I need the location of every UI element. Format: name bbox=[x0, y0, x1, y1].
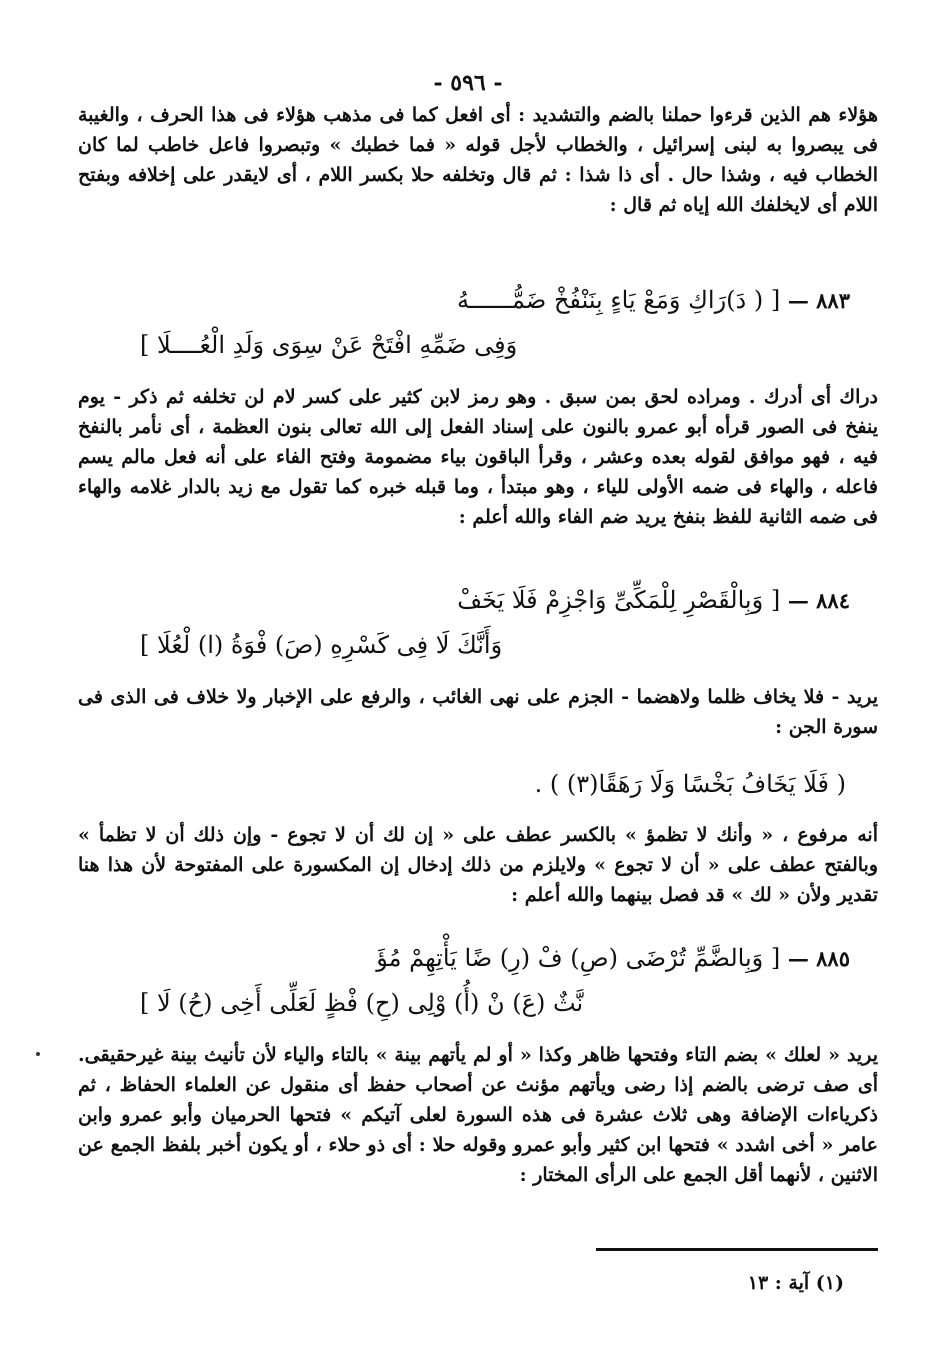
verse-885-hemistich-1: [ وَبِالضَّمِّ تُرْضَى (صِ) فْ (رِ) ضًا يَأْتِهِمْ مُؤَ bbox=[376, 944, 781, 972]
footnote-divider bbox=[596, 1248, 878, 1251]
quran-quote: ( فَلَا يَخَافُ بَخْسًا وَلَا رَهَقًا(٣) ) . bbox=[534, 770, 846, 798]
scan-speck bbox=[36, 1052, 40, 1056]
verse-884-line-1 bbox=[110, 578, 850, 623]
commentary-paragraph-1: هؤلاء هم الذين قرءوا حملنا بالضم والتشديد : أى افعل كما فى مذهب هؤلاء فى هذا الحرف ، والغيبة فى يبصروا به لبنى إسرائيل ، والخطاب لأجل قوله « فما خطبك » وتبصروا فاعل خاطب لما كان الخطاب فيه ، وشذا حال . أى ذا شذا : ثم قال وتخلفه حلا بكسر اللام ، أى لايقدر على إخلافه وبفتح اللام أى لايخلفك الله إياه ثم قال : bbox=[78, 104, 878, 216]
commentary-paragraph-3: يريد - فلا يخاف ظلما ولاهضما - الجزم على نهى الغائب ، والرفع على الإخبار ولا خلاف فى الذى فى سورة الجن : bbox=[78, 686, 878, 738]
verse-883 bbox=[110, 278, 850, 367]
verse-883-line-1 bbox=[110, 278, 850, 323]
page-number: - ٥٩٦ - bbox=[433, 70, 503, 96]
verse-884 bbox=[110, 578, 850, 667]
verse-883-number: ٨٨٣ — bbox=[787, 288, 850, 313]
verse-883-hemistich-2: وَفِى ضَمِّهِ افْتَحْ عَنْ سِوَى وَلَدِ الْعُــــلَا ] bbox=[140, 331, 518, 359]
verse-884-hemistich-1: [ وَبِالْقَصْرِ لِلْمَكِّىِّ وَاجْزِمْ فَلَا يَخَفْ bbox=[457, 586, 781, 614]
verse-885-number: ٨٨٥ — bbox=[787, 946, 850, 971]
commentary-paragraph-4: أنه مرفوع ، « وأنك لا تظمؤ » بالكسر عطف على « إن لك أن لا تجوع - وإن ذلك أن لا تظمأ » وبالفتح عطف على « أن لا تجوع » ولايلزم من ذلك إدخال إن المكسورة على المفتوحة لأن هذا هنا تقدير ولأن « لك » قد فصل بينهما والله أعلم : bbox=[78, 824, 878, 906]
verse-884-number: ٨٨٤ — bbox=[787, 588, 850, 613]
commentary-paragraph-2: دراك أى أدرك . ومراده لحق بمن سبق . وهو رمز لابن كثير على كسر لام لن تخلفه ثم ذكر - يوم ينفخ فى الصور قرأه أبو عمرو بالنون على إسناد الفعل إلى الله تعالى بنون العظمة ، أى نأمر بالنفخ فيه ، فهو موافق لقوله بعده وعشر ، وقرأ الباقون بياء مضمومة وفتح الفاء على أنه فعل مالم يسم فاعله ، والهاء فى ضمه الأولى للياء ، وهو مبتدأ ، وما قبله خبره كما تقول مع زيد بالدار غلامه والهاء فى ضمه الثانية للفظ بنفخ يريد ضم الفاء والله أعلم : bbox=[78, 386, 878, 528]
verse-883-hemistich-1: [ ( دَ)رَاكِ وَمَعْ يَاءٍ بِنَنْفُخْ ضَمُّــــــهُ bbox=[457, 286, 781, 314]
commentary-paragraph-5: يريد « لعلك » بضم التاء وفتحها ظاهر وكذا « أو لم يأتهم بينة » بالتاء والياء لأن تأنيث بينة غيرحقيقى. أى صف ترضى بالضم إذا رضى ويأتهم مؤنث عن أصحاب حفظ أى منقول عن العلماء الحفاظ ، ثم ذكرياءات الإضافة وهى ثلاث عشرة فى هذه السورة لعلى آتيكم » فتحها الحرميان وأبو عمرو وابن عامر « أخى اشدد » فتحها ابن كثير وأبو عمرو وقوله حلا : أى ذو حلاء ، أو يكون أخبر بلفظ الجمع عن الاثنين ، لأنهما أقل الجمع على الرأى المختار : bbox=[78, 1044, 878, 1186]
verse-885-hemistich-2: نَّثٌ (عَ) نْ (أُ) وْلِى (حِ) فْظٍ لَعَلِّى أَخِى (حُ) لَا ] bbox=[140, 989, 584, 1017]
verse-884-hemistich-2: وَأَنَّكَ لَا فِى كَسْرِهِ (صَ) فْوَةُ (ا) لْعُلَا ] bbox=[140, 631, 503, 659]
verse-885-line-1 bbox=[110, 936, 850, 981]
verse-885 bbox=[110, 936, 850, 1025]
footnote: (١) آية : ١٣ bbox=[747, 1272, 844, 1294]
